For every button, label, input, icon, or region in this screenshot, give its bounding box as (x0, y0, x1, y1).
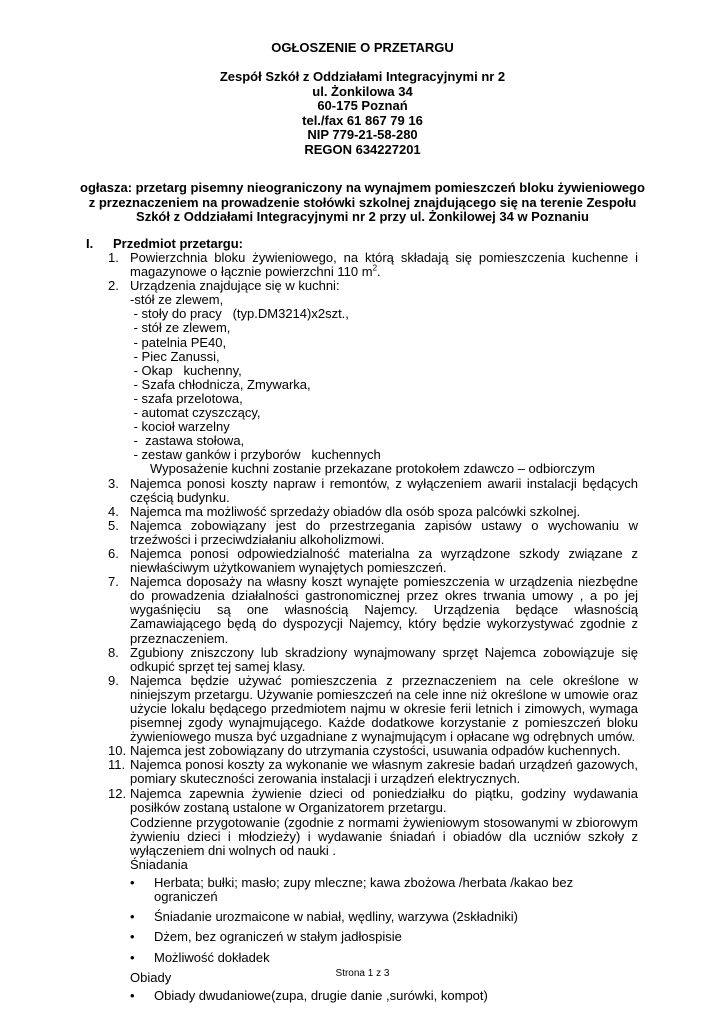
bullet-icon: • (130, 909, 135, 925)
equipment-item: - Szafa chłodnicza, Zmywarka, (130, 376, 311, 392)
list-item (108, 787, 638, 815)
item-number: 10. (108, 743, 127, 759)
announcement-text: ogłasza: przetarg pisemny nieograniczony na wynajmem pomieszczeń bloku żywieniowego z przeznaczeniem na prowadzenie stołówki szkolnej znajdującego się na terenie Zespołu Szkół z Oddziałami Integracyjnymi nr 2 przy ul. Żonkilowej 34 w Poznaniu (80, 180, 645, 225)
equipment-note: Wyposażenie kuchni zostanie przekazane protokołem zdawczo – odbiorczym (150, 461, 595, 477)
item-text: Najemca doposaży na własny koszt wynajęte pomieszczenia w urządzenia niezbędne do prowadzenia działalności gastronomicznej przez okres trwania umowy , a po jej wygaśnięciu są one własnością Najemcy. Urządzenia będące własnością Zamawiającego będą do dyspozycji Najemcy, który będzie wykorzystywać zgodnie z przeznaczeniem. (130, 574, 638, 646)
equipment-item: - kocioł warzelny (130, 419, 230, 435)
org-street: ul. Żonkilowa 34 (312, 83, 413, 99)
item-number: 6. (108, 545, 119, 561)
equipment-item: - automat czyszczący, (130, 405, 261, 421)
bullet-item (130, 910, 638, 924)
item-number: 1. (108, 250, 119, 265)
equipment-item: - zestaw ganków i przyborów kuchennych (130, 447, 381, 463)
item-text: Najemca zobowiązany jest do przestrzegania zapisów ustawy o wychowaniu w trzeźwości i przeciwdziałaniu alkoholizmowi. (130, 517, 638, 547)
breakfast-list (108, 876, 638, 964)
item-number: 3. (108, 475, 119, 491)
item-text: Najemca będzie używać pomieszczenia z przeznaczeniem na cele określone w niniejszym przetargu. Używanie pomieszczeń na cele inne niż określone w umowie oraz użycie lokalu będącego przedmiotem najmu w okresie ferii letnich i zimowych, wymaga pisemnej zgody wynajmującego. Każde dodatkowe korzystanie z pomieszczeń bloku żywieniowego musza być uzgadniane z wynajmującym i opłacane wg odrębnych umów. (130, 672, 638, 745)
bullet-icon: • (130, 929, 135, 945)
bullet-text: Możliwość dokładek (154, 949, 270, 965)
equipment-item: - szafa przelotowa, (130, 390, 243, 406)
daily-description: Codzienne przygotowanie (zgodnie z normami żywieniowym stosowanymi w zbiorowym żywieniu dzieci i młodzieży) i wydawanie śniadań i obiadów dla uczniów szkoły z wyłączeniem dni wolnych od nauki . (130, 814, 638, 858)
item-number: 7. (108, 574, 119, 590)
list-item (108, 646, 638, 674)
section-heading (86, 236, 243, 251)
equipment-item: - Piec Zanussi, (130, 348, 220, 364)
dinner-list (108, 989, 638, 1003)
item-number: 9. (108, 672, 119, 688)
org-phone: tel./fax 61 867 79 16 (302, 112, 423, 128)
dinner-label: Obiady (130, 969, 172, 985)
item-number: 2. (108, 278, 119, 294)
item-number: 8. (108, 644, 119, 660)
section-content (108, 251, 638, 1009)
org-name: Zespół Szkół z Oddziałami Integracyjnymi nr 2 (219, 69, 506, 84)
item-text: Powierzchnia bloku żywieniowego, na którą składają się pomieszczenia kuchenne i magazynowe o łącznie powierzchni 110 m (130, 250, 638, 280)
bullet-item (130, 876, 638, 904)
equipment-item: - Okap kuchenny, (130, 362, 242, 378)
bullet-text: Dżem, bez ograniczeń w stałym jadłospisie (154, 929, 402, 945)
organization-header (0, 70, 725, 158)
page-footer: Strona 1 z 3 (335, 968, 390, 979)
list-item (108, 758, 638, 786)
item-text: Najemca ma możliwość sprzedaży obiadów dla osób spoza palcówki szkolnej. (130, 503, 581, 519)
item-end: . (377, 264, 381, 280)
bullet-text: Herbata; bułki; masło; zupy mleczne; kawa zbożowa /herbata /kakao bez ograniczeń (154, 875, 574, 905)
item-number: 4. (108, 503, 119, 519)
equipment-item: - stół ze zlewem, (130, 320, 231, 336)
bullet-text: Obiady dwudaniowe(zupa, drugie danie ,surówki, kompot) (154, 987, 488, 1003)
breakfast-label: Śniadania (130, 857, 188, 873)
item-text: Najemca ponosi odpowiedzialność materialna za wyrządzone szkody związane z niewłaściwym użytkowaniem wynajętych pomieszczeń. (130, 545, 638, 576)
list-item (108, 519, 638, 547)
section-title: Przedmiot przetargu: (113, 236, 244, 251)
bullet-item (130, 989, 638, 1003)
bullet-icon: • (130, 949, 135, 965)
item-number: 5. (108, 517, 119, 533)
equipment-item: - patelnia PE40, (130, 334, 227, 350)
equipment-item: -stół ze zlewem, (130, 292, 224, 308)
org-nip: NIP 779-21-58-280 (307, 127, 418, 143)
list-item (108, 251, 638, 279)
item-text: Najemca ponosi koszty napraw i remontów, z wyłączeniem awarii instalacji będących częścią budynku. (130, 475, 638, 505)
item-text: Najemca jest zobowiązany do utrzymania czystości, usuwania odpadów kuchennych. (130, 743, 621, 759)
list-item (108, 575, 638, 645)
bullet-icon: • (130, 875, 135, 891)
equipment-item: - zastawa stołowa, (130, 433, 245, 449)
item-text: Urządzenia znajdujące się w kuchni: (130, 278, 340, 294)
bullet-item (130, 951, 638, 965)
list-item (108, 744, 638, 758)
list-item (108, 674, 638, 744)
list-item (108, 547, 638, 575)
list-item (108, 505, 638, 519)
equipment-list (108, 293, 638, 462)
bullet-item (130, 930, 638, 944)
item-number: 11. (108, 757, 126, 773)
area-unit-superscript: 2 (372, 263, 378, 273)
document-title: OGŁOSZENIE O PRZETARGU (271, 40, 454, 55)
section-number: I. (86, 236, 94, 251)
item-text: Zgubiony zniszczony lub skradziony wynajmowany sprzęt Najemca zobowiązuje się odkupić sprzęt tej samej klasy. (130, 644, 638, 674)
numbered-items (108, 477, 638, 815)
bullet-text: Śniadanie urozmaicone w nabiał, wędliny, warzywa (2składniki) (154, 909, 518, 925)
equipment-item: - stoły do pracy (typ.DM3214)x2szt., (130, 306, 349, 322)
list-item (108, 477, 638, 505)
org-city: 60-175 Poznań (317, 98, 408, 114)
bullet-icon: • (130, 987, 135, 1003)
item-text: Najemca ponosi koszty za wykonanie we własnym zakresie badań urządzeń gazowych, pomiary skuteczności zerowania instalacji i urządzeń elektrycznych. (130, 757, 638, 787)
org-regon: REGON 634227201 (304, 141, 421, 157)
item-number: 12. (108, 785, 127, 801)
item-text: Najemca zapewnia żywienie dzieci od poniedziałku do piątku, godziny wydawania posiłków zostaną ustalone w Organizatorem przetargu. (130, 785, 638, 815)
list-item (108, 279, 638, 293)
